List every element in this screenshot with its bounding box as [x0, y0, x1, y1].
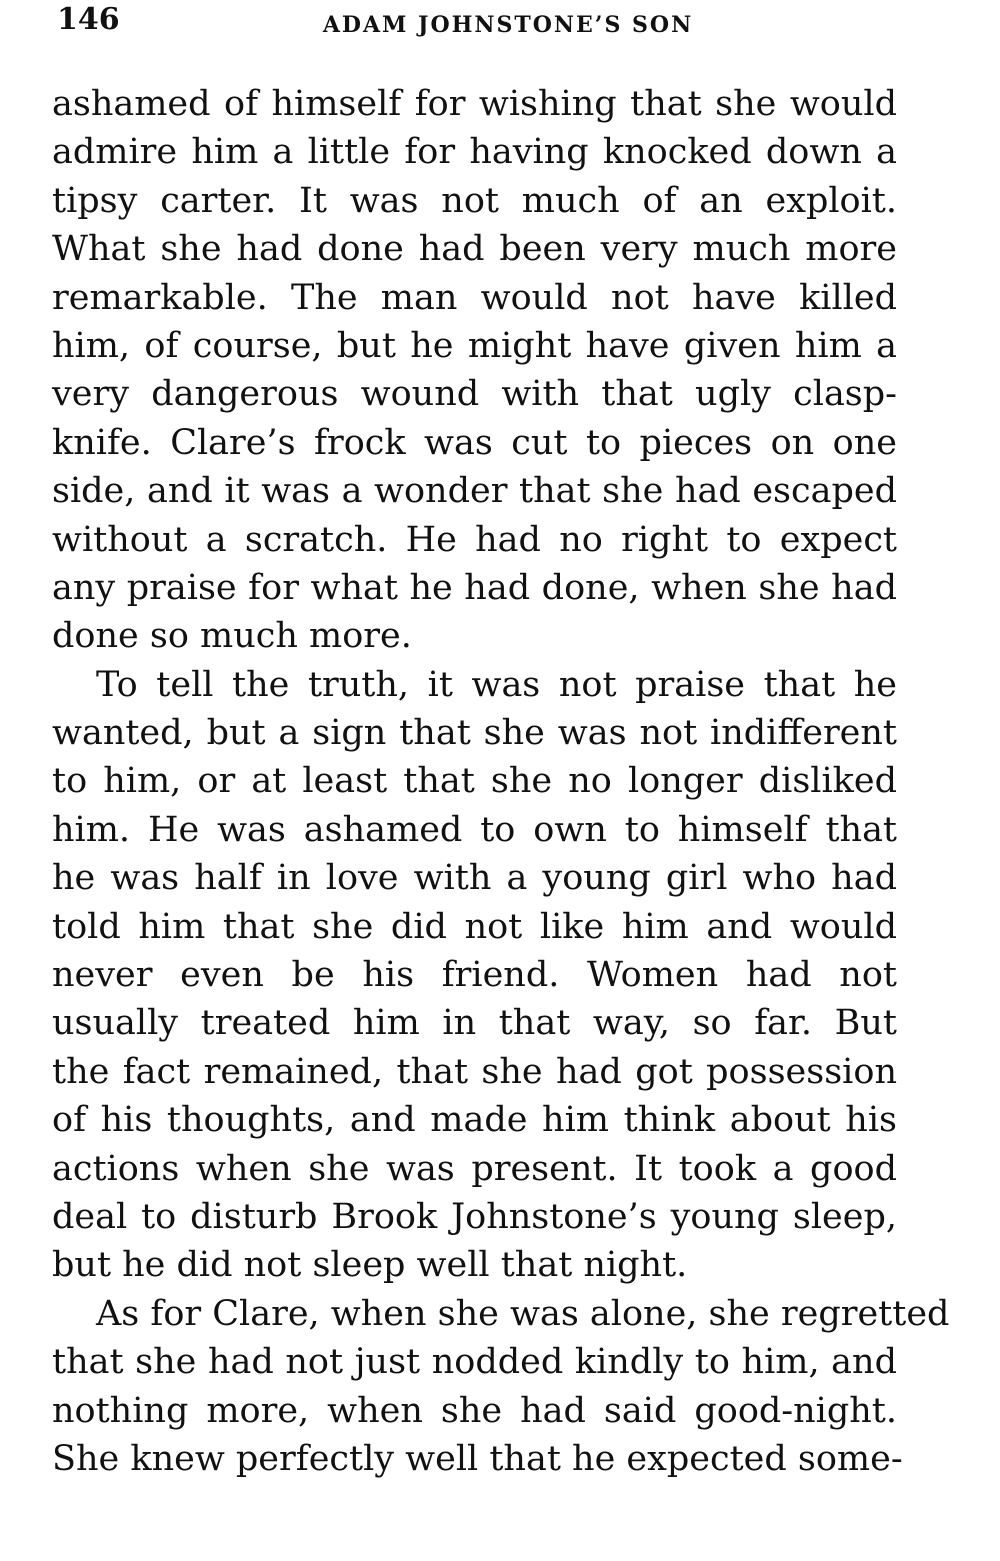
text-line: To tell the truth, it was not praise that he	[96, 664, 897, 705]
body-text	[52, 80, 950, 1483]
text-line: of his thoughts, and made him think about his	[52, 1100, 897, 1141]
text-line: he was half in love with a young girl who had	[52, 858, 897, 899]
text-line: admire him a little for having knocked down a	[52, 132, 897, 173]
text-line: done so much more.	[52, 616, 412, 657]
paragraph	[52, 80, 897, 661]
text-line: without a scratch. He had no right to expect	[52, 519, 897, 560]
text-line: As for Clare, when she was alone, she regretted	[96, 1293, 950, 1334]
text-line: What she had done had been very much more	[52, 229, 897, 270]
text-line: deal to disturb Brook Johnstone’s young sleep,	[52, 1196, 897, 1237]
text-line: the fact remained, that she had got possession	[52, 1051, 897, 1092]
text-line: wanted, but a sign that she was not indifferent	[52, 713, 897, 754]
page-number: 146	[57, 2, 120, 37]
text-line: that she had not just nodded kindly to him, and	[52, 1342, 897, 1383]
paragraph	[52, 1290, 950, 1484]
text-line: very dangerous wound with that ugly clasp-	[52, 374, 897, 415]
running-head: ADAM JOHNSTONE’S SON	[322, 12, 694, 38]
text-line: told him that she did not like him and would	[52, 906, 897, 947]
text-line: nothing more, when she had said good-night.	[52, 1390, 897, 1431]
text-line: side, and it was a wonder that she had escaped	[52, 471, 897, 512]
text-line: but he did not sleep well that night.	[52, 1245, 688, 1286]
text-line: him, of course, but he might have given him a	[52, 325, 897, 366]
text-line: actions when she was present. It took a good	[52, 1148, 897, 1189]
text-line: tipsy carter. It was not much of an exploit.	[52, 180, 897, 221]
text-line: him. He was ashamed to own to himself that	[52, 809, 897, 850]
text-line: remarkable. The man would not have killed	[52, 277, 897, 318]
text-line: ashamed of himself for wishing that she would	[52, 84, 897, 124]
text-line: never even be his friend. Women had not	[52, 955, 897, 996]
paragraph	[52, 661, 897, 1290]
text-line: to him, or at least that she no longer disliked	[52, 761, 897, 802]
text-line: usually treated him in that way, so far. But	[52, 1003, 897, 1044]
text-line: any praise for what he had done, when she had	[52, 567, 897, 608]
text-line: She knew perfectly well that he expected some-	[52, 1438, 903, 1479]
text-line: knife. Clare’s frock was cut to pieces on one	[52, 422, 897, 463]
